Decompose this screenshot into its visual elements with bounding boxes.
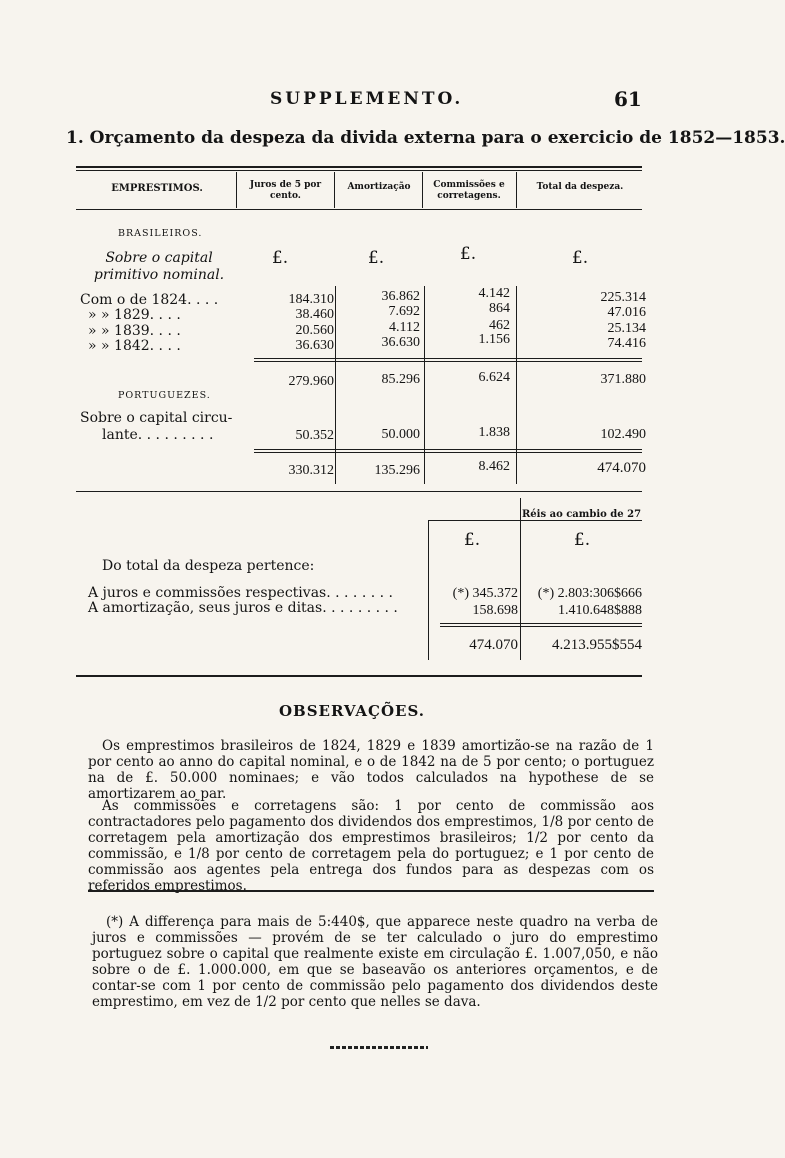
cell-amortizacao: 36.862 [381,289,420,304]
cell-commissoes: 1.156 [478,332,510,347]
col-sep [424,286,425,484]
section-title: 1. Orçamento da despeza da divida externa para o exercicio de 1852—1853. [66,128,785,148]
subtotal-rule [254,358,642,359]
col-sep [516,286,517,484]
col-header-commissoes: Commissões e corretagens. [433,180,505,201]
total-rule [254,452,642,453]
col-sep [520,498,521,660]
brasileiros-label: Sobre o capital primitivo nominal. [93,250,225,283]
col-sep [236,172,237,208]
col-header-amortizacao: Amortização [347,182,411,192]
cell-total: 74.416 [607,336,646,351]
summary-total-reis: 4.213.955$554 [552,637,642,653]
summary-row-reis: 1.410.648$888 [558,603,642,618]
col-header-total: Total da despeza. [536,182,624,192]
currency-total: £. [571,248,589,268]
cell-juros: 50.352 [295,428,334,443]
cell-total: 225.314 [600,290,646,305]
running-header: SUPPLEMENTO. [270,89,464,109]
ornament-divider [330,1046,428,1049]
total-total: 474.070 [597,460,646,476]
currency-amortizacao: £. [367,248,385,268]
summary-row-label: A amortização, seus juros e ditas. . . . . . . . . [88,600,398,616]
col-header-juros: Juros de 5 por cento. [249,180,322,201]
footnote-rule [88,890,654,892]
subtotal-commissoes: 6.624 [478,370,510,385]
cell-commissoes: 1.838 [478,425,510,440]
row-label: » » 1839. . . . [88,323,181,339]
subtotal-amortizacao: 85.296 [381,372,420,387]
col-sep [422,172,423,208]
summary-row-reis: (*) 2.803:306$666 [537,586,642,601]
header-rule [76,209,642,210]
summary-total-rule [440,626,642,627]
cell-juros: 36.630 [295,338,334,353]
row-label: » » 1842. . . . [88,338,181,354]
table-top-rule [76,166,642,168]
summary-currency-reis: £. [573,530,591,550]
summary-row-pounds: 158.698 [472,603,518,618]
total-commissoes: 8.462 [478,459,510,474]
cell-total: 25.134 [607,321,646,336]
observacoes-paragraph-2: As commissões e corretagens são: 1 por cento de commissão aos contractadores pelo pagamento dos dividendos dos emprestimos, 1/8 por cento de corretagem pela amortização dos emprestimos brasileiros; 1/2 por cento da commissão, e 1/8 por cento de corretagem pela do portuguez; e 1 por cento de commissão aos agentes pela entrega dos fundos para as despezas com os referidos emprestimos. [88,798,654,894]
cell-total: 47.016 [607,305,646,320]
table-bottom-rule [76,491,642,492]
subtotal-total: 371.880 [600,372,646,387]
currency-commissoes: £. [459,244,477,264]
observacoes-title: OBSERVAÇÕES. [278,702,425,720]
subtotal-rule [254,361,642,362]
col-sep [335,286,336,484]
cell-commissoes: 864 [489,301,510,316]
brasileiros-heading: BRASILEIROS. [118,228,203,239]
footnote: (*) A differença para mais de 5:440$, que apparece neste quadro na verba de juros e commissões — provém de se ter calculado o juro do emprestimo portuguez sobre o capital que realmente existe em circulação £. 1.007,050, e não sobre o de £. 1.000.000, em que se baseavão os anteriores orçamentos, e de contar-se com 1 por cento de commissão pelo pagamento dos dividendos deste emprestimo, em vez de 1/2 por cento que nelles se dava. [92,914,658,1010]
row-label: » » 1829. . . . [88,307,181,323]
col-header-emprestimos: EMPRESTIMOS. [111,183,203,194]
cell-juros: 184.310 [288,292,334,307]
subtotal-juros: 279.960 [288,374,334,389]
total-juros: 330.312 [288,463,334,478]
observacoes-paragraph-1: Os emprestimos brasileiros de 1824, 1829 e 1839 amortizão-se na razão de 1 por cento ao anno do capital nominal, e o de 1842 na de 5 por cento; o portuguez na de £. 50.000 nominaes; e vão todos calculados na hypothese de se amortizarem ao par. [88,738,654,802]
summary-rule [428,520,642,521]
cell-total: 102.490 [600,427,646,442]
currency-juros: £. [271,248,289,268]
cell-amortizacao: 50.000 [381,427,420,442]
cell-amortizacao: 36.630 [381,335,420,350]
summary-currency-pound: £. [463,530,481,550]
col-sep [516,172,517,208]
summary-row-pounds: (*) 345.372 [452,586,518,601]
total-amortizacao: 135.296 [374,463,420,478]
cell-juros: 20.560 [295,323,334,338]
summary-bottom-rule [76,675,642,677]
summary-intro: Do total da despeza pertence: [102,558,315,574]
row-label: Com o de 1824. . . . [80,292,219,308]
cell-juros: 38.460 [295,307,334,322]
exchange-header: Réis ao cambio de 27 [522,509,642,520]
portuguezes-heading: PORTUGUEZES. [118,390,211,401]
cell-amortizacao: 7.692 [388,304,420,319]
table-top-rule-thin [76,170,642,171]
col-sep [334,172,335,208]
summary-total-pounds: 474.070 [469,637,518,653]
summary-row-label: A juros e commissões respectivas. . . . . . . . [88,585,393,601]
portuguezes-label-2: lante. . . . . . . . . [102,427,214,443]
total-rule [254,449,642,450]
portuguezes-label-1: Sobre o capital circu- [80,410,233,426]
cell-commissoes: 4.142 [478,286,510,301]
summary-total-rule [440,623,642,624]
cell-amortizacao: 4.112 [389,320,420,335]
cell-commissoes: 462 [489,318,510,333]
page-number: 61 [614,87,642,111]
